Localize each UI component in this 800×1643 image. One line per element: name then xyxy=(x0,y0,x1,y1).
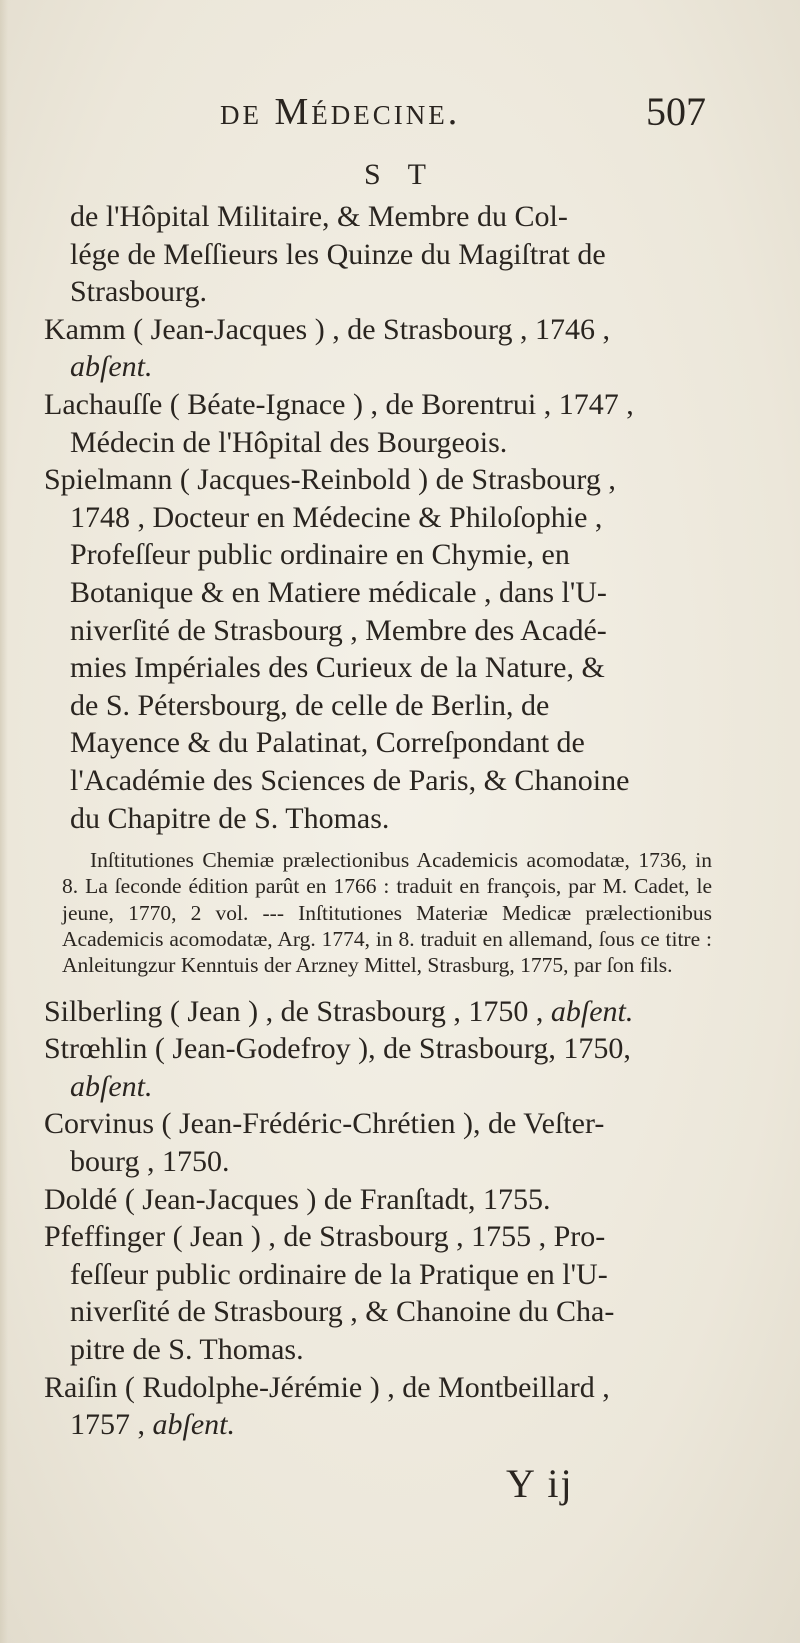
page-number: 507 xyxy=(646,89,706,134)
entry-strohlin-status: abſent. xyxy=(70,1069,153,1103)
text-line: bourg , 1750. xyxy=(70,1144,230,1178)
entry-silberling xyxy=(44,993,712,1031)
entry-spielmann: Spielmann ( Jacques-Reinbold ) de Strasbourg , xyxy=(44,463,616,497)
text-line: du Chapitre de S. Thomas. xyxy=(70,801,390,835)
text-line: de S. Pétersbourg, de celle de Berlin, de xyxy=(70,688,550,722)
bibliographic-note: Inſtitutiones Chemiæ prælectionibus Academicis acomodatæ, 1736, in 8. La ſeconde édition parût en 1766 : traduit en françois, par M. Cadet, le jeune, 1770, 2 vol. --- Inſtitutiones Materiæ Medicæ prælectionibus Academicis acomodatæ, Arg. 1774, in 8. traduit en allemand, ſous ce titre : Anleitungzur Kenntuis der Arzney Mittel, Strasburg, 1775, par ſon fils. xyxy=(62,848,712,978)
entry-kamm: Kamm ( Jean-Jacques ) , de Strasbourg , 1746 , xyxy=(44,312,610,346)
entry-status: abſent. xyxy=(152,1408,235,1442)
text-line: lége de Meſſieurs les Quinze du Magiſtrat de xyxy=(70,237,606,271)
text-line: Botanique & en Matiere médicale , dans l'U- xyxy=(70,575,607,609)
text-line: Mayence & du Palatinat, Correſpondant de xyxy=(70,726,585,760)
entry-lachausse: Lachauſſe ( Béate-Ignace ) , de Borentrui , 1747 , xyxy=(44,387,634,421)
entry-status: abſent. xyxy=(550,994,634,1028)
text-line: l'Académie des Sciences de Paris, & Chanoine xyxy=(70,763,630,797)
text-line: niverſité de Strasbourg , Membre des Acadé- xyxy=(70,613,607,647)
text-line: niverſité de Strasbourg , & Chanoine du Cha- xyxy=(70,1295,615,1329)
entry-pfeffinger: Pfeffinger ( Jean ) , de Strasbourg , 1755 , Pro- xyxy=(44,1220,606,1254)
page-edge-shadow xyxy=(0,0,8,1643)
body-text xyxy=(44,198,712,1444)
text-line: Profeſſeur public ordinaire en Chymie, en xyxy=(70,538,570,572)
entry-raisin-cont xyxy=(44,1406,712,1444)
entry-kamm-status: abſent. xyxy=(70,350,153,384)
running-head: de Médecine. xyxy=(220,91,461,133)
entry-text: Silberling ( Jean ) , de Strasbourg , 1750 , xyxy=(44,994,551,1028)
text-line: Strasbourg. xyxy=(70,275,207,309)
text-line: feſſeur public ordinaire de la Pratique en l'U- xyxy=(70,1257,608,1291)
text-line: mies Impériales des Curieux de la Nature, & xyxy=(70,651,605,685)
entry-corvinus: Corvinus ( Jean-Frédéric-Chrétien ), de Veſter- xyxy=(44,1107,605,1141)
signature-mark: Y ij xyxy=(506,1461,574,1506)
text-line: 1748 , Docteur en Médecine & Philoſophie , xyxy=(70,500,603,534)
text-line: Médecin de l'Hôpital des Bourgeois. xyxy=(70,425,508,459)
text-line: pitre de S. Thomas. xyxy=(70,1332,304,1366)
page-header xyxy=(206,88,706,144)
entry-dolde: Doldé ( Jean-Jacques ) de Franſtadt, 1755. xyxy=(44,1182,551,1216)
section-letters: S T xyxy=(364,158,436,191)
entry-raisin: Raiſin ( Rudolphe-Jérémie ) , de Montbeillard , xyxy=(44,1370,610,1404)
entry-strohlin: Strœhlin ( Jean-Godefroy ), de Strasbourg, 1750, xyxy=(44,1032,631,1066)
entry-text: 1757 , xyxy=(70,1408,153,1442)
text-line: de l'Hôpital Militaire, & Membre du Col- xyxy=(70,200,568,233)
